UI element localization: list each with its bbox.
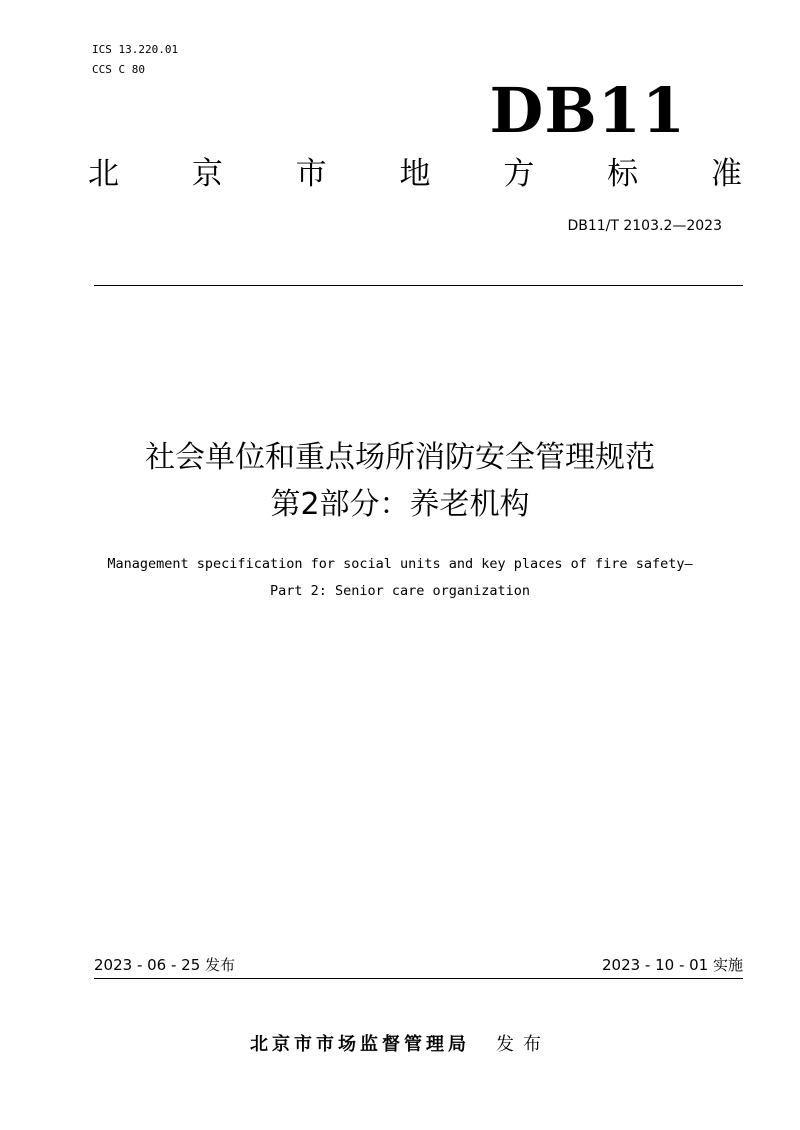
db11-logo: DB11 — [489, 74, 686, 147]
standard-type-char: 地 — [399, 156, 431, 192]
standard-type-char: 北 — [88, 156, 119, 192]
standard-number: DB11/T 2103.2—2023 — [567, 218, 722, 234]
implementation-date: 2023 - 10 - 01 实施 — [601, 956, 743, 974]
issuer-name: 北京市市场监督管理局 — [250, 1034, 470, 1055]
title-cn-line2: 第2部分：养老机构 — [270, 487, 530, 522]
standard-type-char: 京 — [191, 156, 223, 192]
standard-type-heading — [88, 152, 742, 196]
standard-type-char: 市 — [295, 156, 327, 192]
ccs-code: CCS C 80 — [92, 63, 145, 76]
top-divider — [94, 285, 743, 286]
ics-code: ICS 13.220.01 — [92, 43, 179, 56]
standard-type-char: 标 — [607, 156, 639, 192]
standard-type-char: 准 — [710, 156, 742, 192]
title-en-line1: Management specification for social units and key places of fire safety— — [107, 556, 693, 572]
classification-codes — [92, 40, 178, 80]
title-en-line2: Part 2: Senior care organization — [269, 583, 531, 599]
title-cn-line1: 社会单位和重点场所消防安全管理规范 — [145, 440, 655, 475]
issue-date: 2023 - 06 - 25 发布 — [94, 956, 236, 974]
bottom-divider — [94, 978, 743, 979]
issuer-action: 发布 — [496, 1034, 550, 1055]
issuer-line — [0, 1030, 800, 1056]
standard-type-char: 方 — [503, 156, 535, 192]
